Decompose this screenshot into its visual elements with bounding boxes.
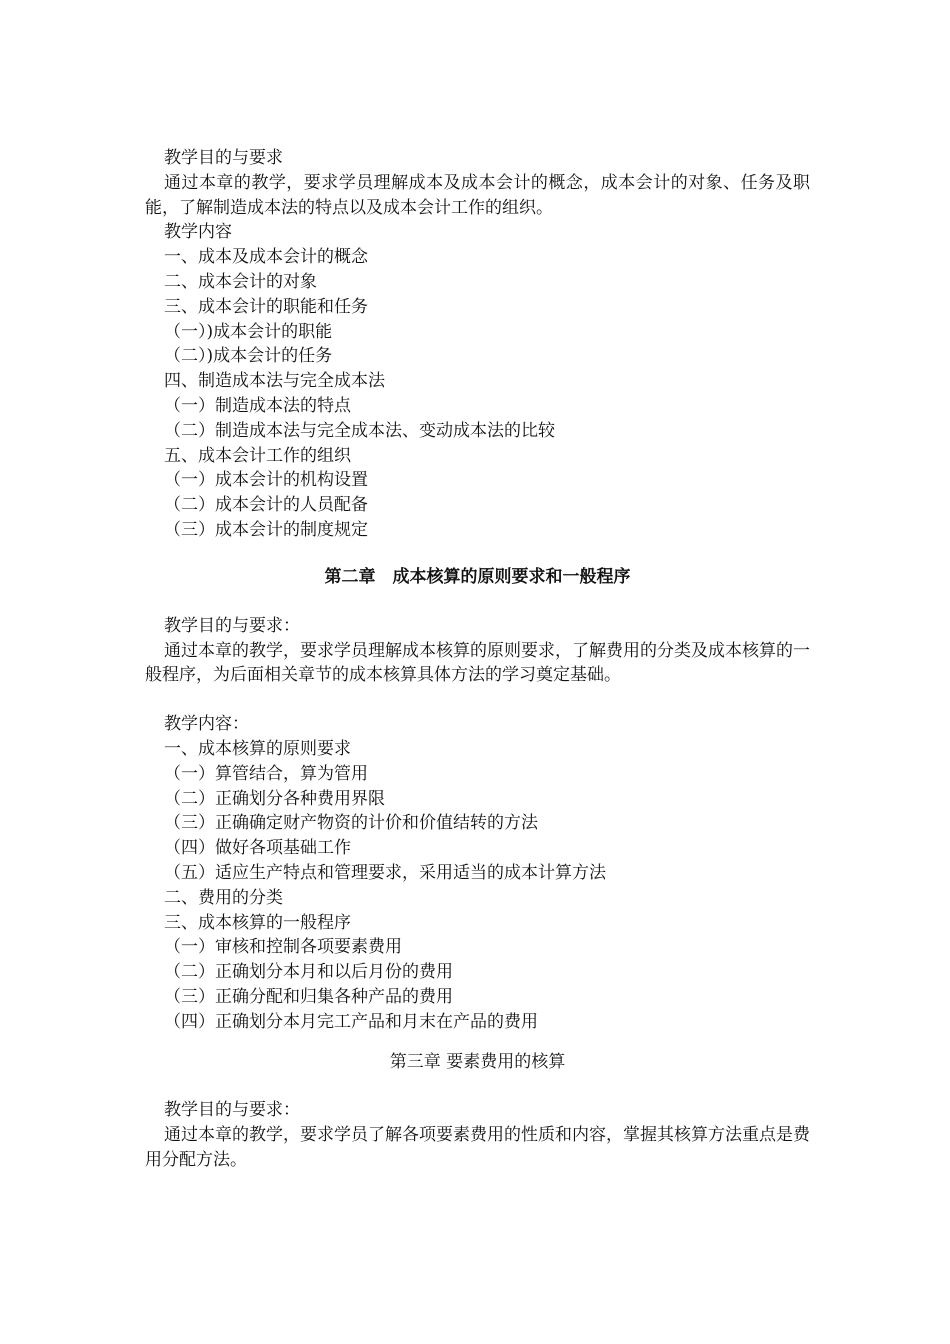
ch3-goal-heading: 教学目的与要求： (164, 1100, 300, 1121)
blank-line (145, 688, 810, 712)
ch2-outline (145, 737, 810, 1035)
ch1-content-heading: 教学内容 (164, 222, 232, 243)
list-item: 一、成本及成本会计的概念 (164, 247, 368, 268)
ch1-outline (145, 245, 810, 543)
list-item: （一）算管结合，算为管用 (164, 763, 368, 784)
list-item: （一）审核和控制各项要素费用 (164, 937, 402, 958)
list-item: 二、成本会计的对象 (164, 271, 317, 292)
list-item: 二、费用的分类 (164, 887, 283, 908)
list-item: （一）)成本会计的职能 (164, 321, 333, 342)
list-item: （三）正确确定财产物资的计价和价值结转的方法 (164, 813, 538, 834)
list-item: 一、成本核算的原则要求 (164, 738, 351, 759)
list-item: 五、成本会计工作的组织 (164, 445, 351, 466)
list-item: （二）正确划分本月和以后月份的费用 (164, 962, 453, 983)
list-item: （二）成本会计的人员配备 (164, 495, 368, 516)
list-item: 四、制造成本法与完全成本法 (164, 371, 385, 392)
chapter3-title: 第三章 要素费用的核算 (389, 1051, 566, 1072)
list-item: （二）)成本会计的任务 (164, 346, 333, 367)
list-item: （一）成本会计的机构设置 (164, 470, 368, 491)
ch2-goal-text: 通过本章的教学，要求学员理解成本核算的原则要求，了解费用的分类及成本核算的一般程序，为后面相关章节的成本核算具体方法的学习奠定基础。 (145, 640, 810, 686)
ch1-goal-heading: 教学目的与要求 (164, 148, 283, 168)
list-item: （四）正确划分本月完工产品和月末在产品的费用 (164, 1011, 538, 1032)
list-item: （一）制造成本法的特点 (164, 395, 351, 416)
list-item: （四）做好各项基础工作 (164, 838, 351, 859)
list-item: （二）制造成本法与完全成本法、变动成本法的比较 (164, 420, 555, 441)
list-item: （二）正确划分各种费用界限 (164, 788, 385, 809)
list-item: （三）正确分配和归集各种产品的费用 (164, 986, 453, 1007)
ch3-goal-text: 通过本章的教学，要求学员了解各项要素费用的性质和内容，掌握其核算方法重点是费用分配方法。 (145, 1125, 810, 1170)
list-item: 三、成本核算的一般程序 (164, 912, 351, 933)
list-item: 三、成本会计的职能和任务 (164, 296, 368, 317)
ch1-goal-text: 通过本章的教学，要求学员理解成本及成本会计的概念，成本会计的对象、任务及职能，了解制造成本法的特点以及成本会计工作的组织。 (145, 172, 810, 218)
ch2-content-heading: 教学内容： (164, 714, 249, 735)
list-item: （五）适应生产特点和管理要求，采用适当的成本计算方法 (164, 862, 606, 883)
chapter2-title: 第二章 成本核算的原则要求和一般程序 (324, 566, 631, 587)
list-item: （三）成本会计的制度规定 (164, 519, 368, 540)
ch2-goal-heading: 教学目的与要求： (164, 615, 300, 636)
document-page (145, 146, 810, 1173)
